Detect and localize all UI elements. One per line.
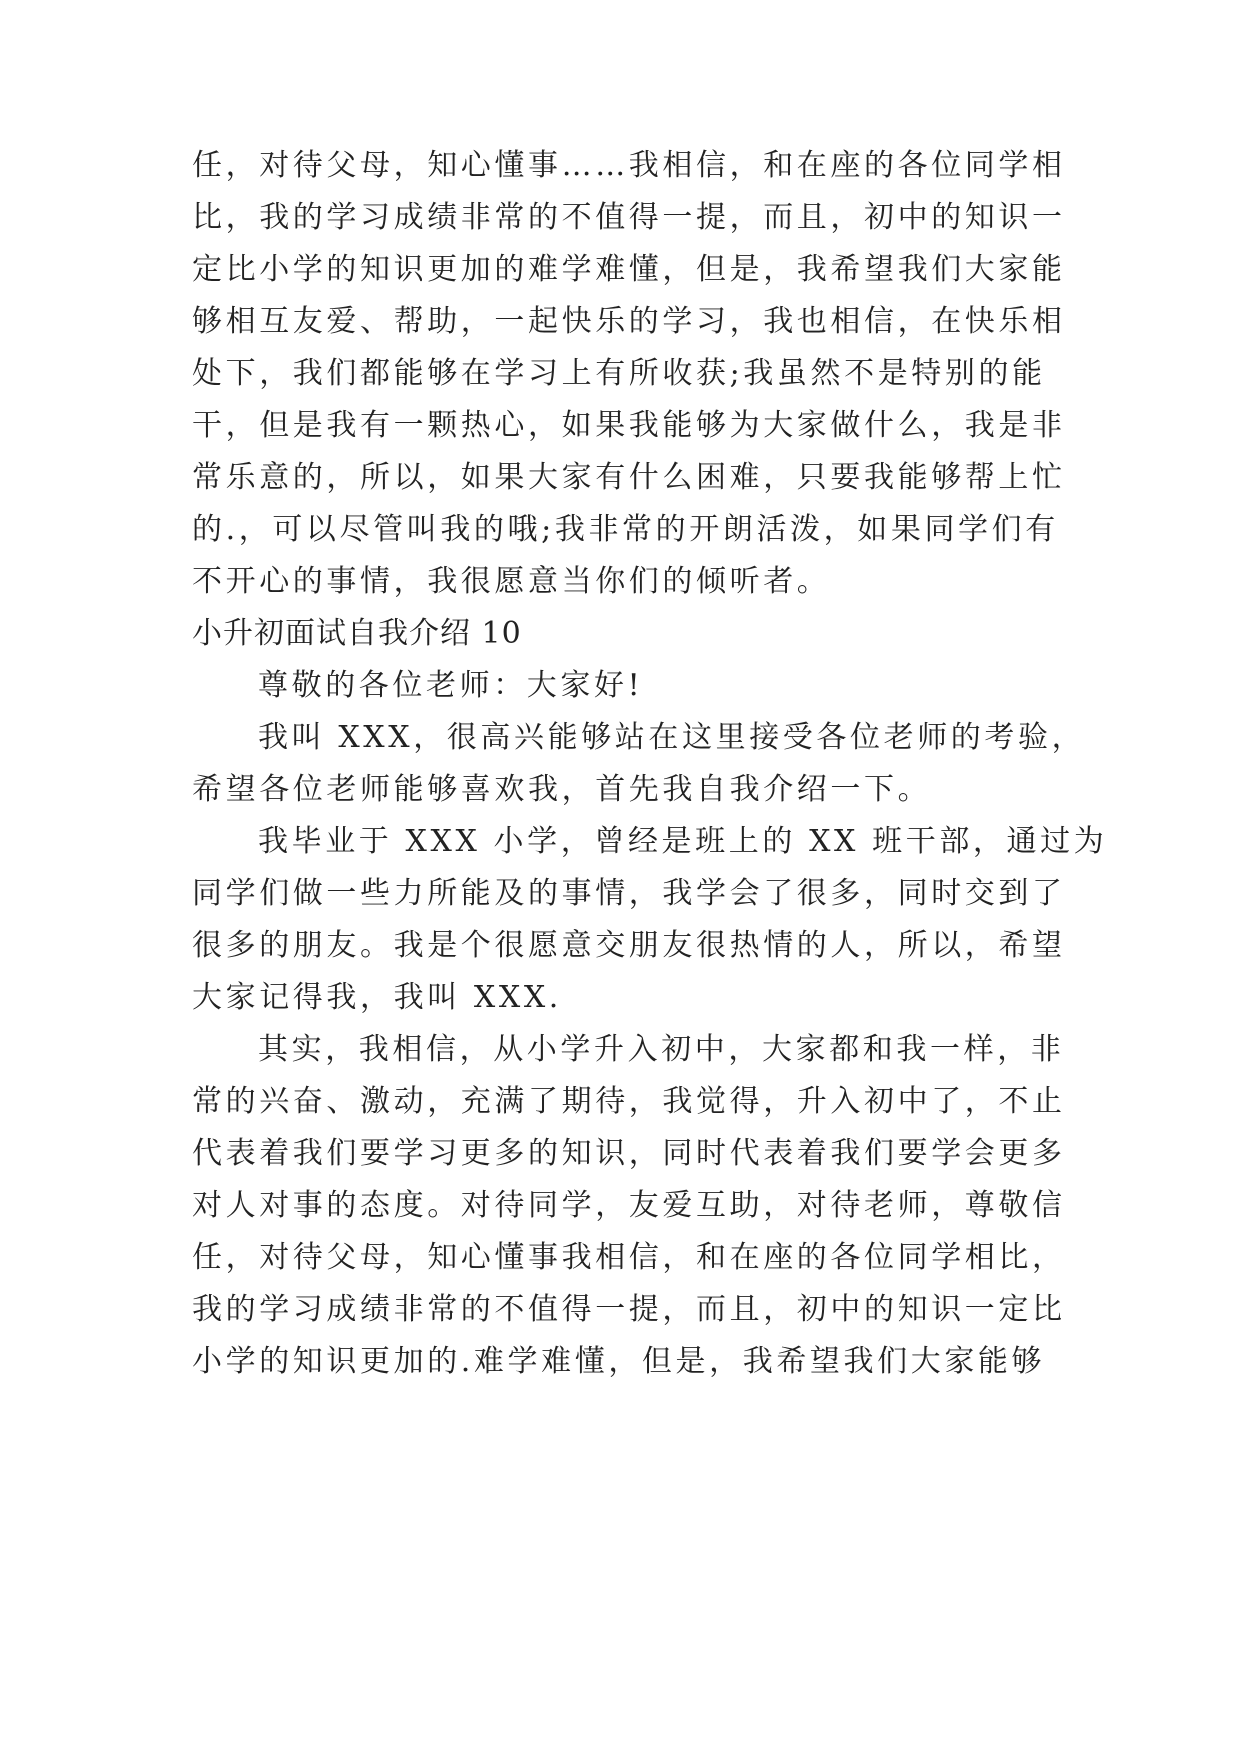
text-line: 处下，我们都能够在学习上有所收获;我虽然不是特别的能 — [192, 356, 1046, 391]
text-line: 我的学习成绩非常的不值得一提，而且，初中的知识一定比 — [192, 1292, 1066, 1327]
text-line: 常乐意的，所以，如果大家有什么困难，只要我能够帮上忙 — [192, 460, 1066, 495]
text-line: 不开心的事情，我很愿意当你们的倾听者。 — [192, 564, 831, 599]
text-line: 常的兴奋、激动，充满了期待，我觉得，升入初中了，不止 — [192, 1084, 1066, 1119]
text-line: 的.，可以尽管叫我的哦;我非常的开朗活泼，如果同学们有 — [192, 512, 1059, 547]
text-line: 任，对待父母，知心懂事……我相信，和在座的各位同学相 — [192, 148, 1066, 183]
text-line: 其实，我相信，从小学升入初中，大家都和我一样，非 — [258, 1032, 1065, 1067]
text-line: 小学的知识更加的.难学难懂，但是，我希望我们大家能够 — [192, 1344, 1046, 1379]
text-line: 定比小学的知识更加的难学难懂，但是，我希望我们大家能 — [192, 252, 1066, 287]
text-line: 任，对待父母，知心懂事我相信，和在座的各位同学相比， — [192, 1240, 1066, 1275]
text-line: 同学们做一些力所能及的事情，我学会了很多，同时交到了 — [192, 876, 1066, 911]
text-line: 代表着我们要学习更多的知识，同时代表着我们要学会更多 — [192, 1136, 1066, 1171]
text-line: 很多的朋友。我是个很愿意交朋友很热情的人，所以，希望 — [192, 928, 1066, 963]
text-line: 我叫 XXX，很高兴能够站在这里接受各位老师的考验， — [258, 720, 1086, 755]
text-line: 希望各位老师能够喜欢我，首先我自我介绍一下。 — [192, 772, 932, 807]
section-heading: 小升初面试自我介绍 10 — [192, 616, 522, 651]
text-line: 对人对事的态度。对待同学，友爱互助，对待老师，尊敬信 — [192, 1188, 1066, 1223]
text-line: 干，但是我有一颗热心，如果我能够为大家做什么，我是非 — [192, 408, 1066, 443]
text-line: 比，我的学习成绩非常的不值得一提，而且，初中的知识一 — [192, 200, 1066, 235]
text-line: 够相互友爱、帮助，一起快乐的学习，我也相信，在快乐相 — [192, 304, 1066, 339]
greeting-line: 尊敬的各位老师：大家好! — [258, 668, 644, 703]
text-line: 大家记得我，我叫 XXX. — [192, 980, 562, 1015]
text-line: 我毕业于 XXX 小学，曾经是班上的 XX 班干部，通过为 — [258, 824, 1108, 859]
